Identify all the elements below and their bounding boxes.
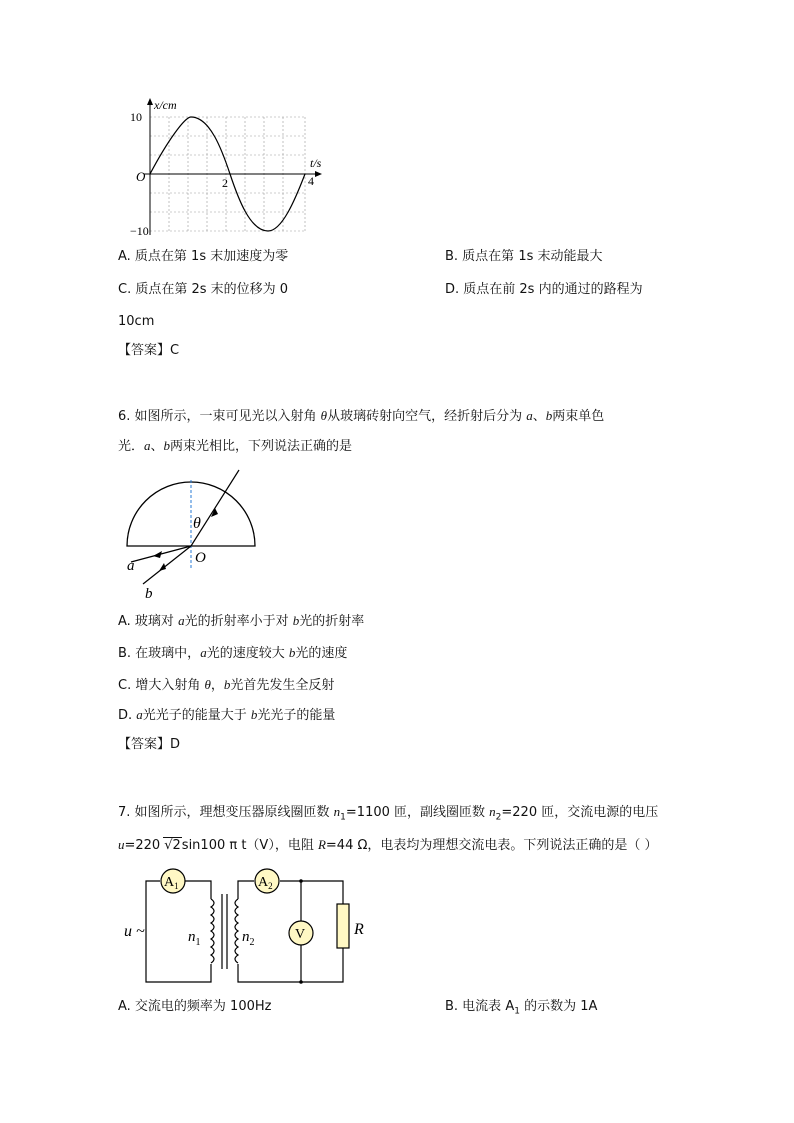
glass-semicircle-figure bbox=[115, 462, 275, 602]
q5-answer: 【答案】C bbox=[118, 343, 180, 358]
transformer-circuit bbox=[118, 864, 378, 989]
junction-bottom bbox=[299, 980, 303, 984]
q5-option-a: A. 质点在第 1s 末加速度为零 bbox=[118, 249, 289, 264]
a2-label: $A_2$ bbox=[258, 875, 273, 891]
q6-option-d: D. a光光子的能量大于 b光光子的能量 bbox=[118, 707, 336, 723]
x-tick-4: 4 bbox=[308, 174, 314, 188]
voltmeter-label: V bbox=[295, 927, 306, 942]
y-tick-10: 10 bbox=[130, 110, 142, 124]
n1-label: $n_1$ bbox=[188, 929, 201, 948]
ray-a-arrow bbox=[153, 551, 162, 558]
q6-stem-line1: 6. 如图所示，一束可见光以入射角 θ从玻璃砖射向空气，经折射后分为 a、b两束单色 bbox=[118, 408, 605, 424]
junction-top bbox=[299, 879, 303, 883]
ray-b bbox=[143, 546, 191, 584]
secondary-wire-right bbox=[280, 881, 343, 904]
secondary-wire-bottom bbox=[238, 948, 343, 982]
x-axis-arrow bbox=[315, 171, 322, 177]
q6-option-c: C. 增大入射角 θ，b光首先发生全反射 bbox=[118, 677, 335, 693]
q5-option-c: C. 质点在第 2s 末的位移为 0 bbox=[118, 282, 289, 297]
origin-label: O bbox=[136, 169, 146, 184]
q5-option-b: B. 质点在第 1s 末动能最大 bbox=[445, 249, 603, 264]
q6-answer: 【答案】D bbox=[118, 737, 181, 752]
q7-option-b: B. 电流表 $A_1$ 的示数为 1A bbox=[445, 999, 598, 1017]
ray-b-label: b bbox=[145, 586, 153, 602]
resistor-label: R bbox=[354, 921, 364, 938]
primary-wire-top bbox=[185, 881, 211, 899]
displacement-time-graph bbox=[130, 95, 330, 245]
ray-a-label: a bbox=[127, 558, 135, 574]
q7-stem-line1: 7. 如图所示，理想变压器原线圈匝数 $n_1=1100$ 匝，副线圈匝数 $n_2=220$ 匝，交流电源的电压 bbox=[118, 804, 659, 823]
q6-option-b: B. 在玻璃中，a光的速度较大 b光的速度 bbox=[118, 645, 348, 661]
secondary-coil bbox=[235, 899, 238, 963]
y-axis-arrow bbox=[147, 98, 153, 105]
q7-stem-line2: u=220 √2sin100 π t（V），电阻 R=44 Ω，电表均为理想交流电表。下列说法正确的是（ ） bbox=[118, 837, 658, 853]
q6-stem-line2: 光．a、b两束光相比，下列说法正确的是 bbox=[118, 438, 353, 454]
a1-label: $A_1$ bbox=[164, 875, 179, 891]
x-tick-2: 2 bbox=[222, 176, 228, 190]
q6-option-a: A. 玻璃对 a光的折射率小于对 b光的折射率 bbox=[118, 613, 365, 629]
secondary-wire-top bbox=[238, 881, 254, 899]
x-axis-label: t/s bbox=[310, 156, 322, 170]
y-tick-neg10: −10 bbox=[130, 224, 149, 238]
q5-option-d-cont: 10cm bbox=[118, 314, 155, 329]
q7-option-a: A. 交流电的频率为 100Hz bbox=[118, 999, 272, 1014]
source-label: u ~ bbox=[124, 923, 145, 940]
y-axis-label: x/cm bbox=[154, 98, 177, 112]
primary-wire bbox=[146, 881, 211, 982]
n2-label: $n_2$ bbox=[242, 929, 255, 948]
primary-coil bbox=[211, 899, 214, 963]
theta-label: θ bbox=[193, 515, 201, 532]
origin-label: O bbox=[195, 550, 206, 566]
q5-option-d: D. 质点在前 2s 内的通过的路程为 bbox=[445, 282, 643, 297]
resistor bbox=[337, 904, 349, 948]
ray-b-arrow bbox=[159, 563, 166, 571]
